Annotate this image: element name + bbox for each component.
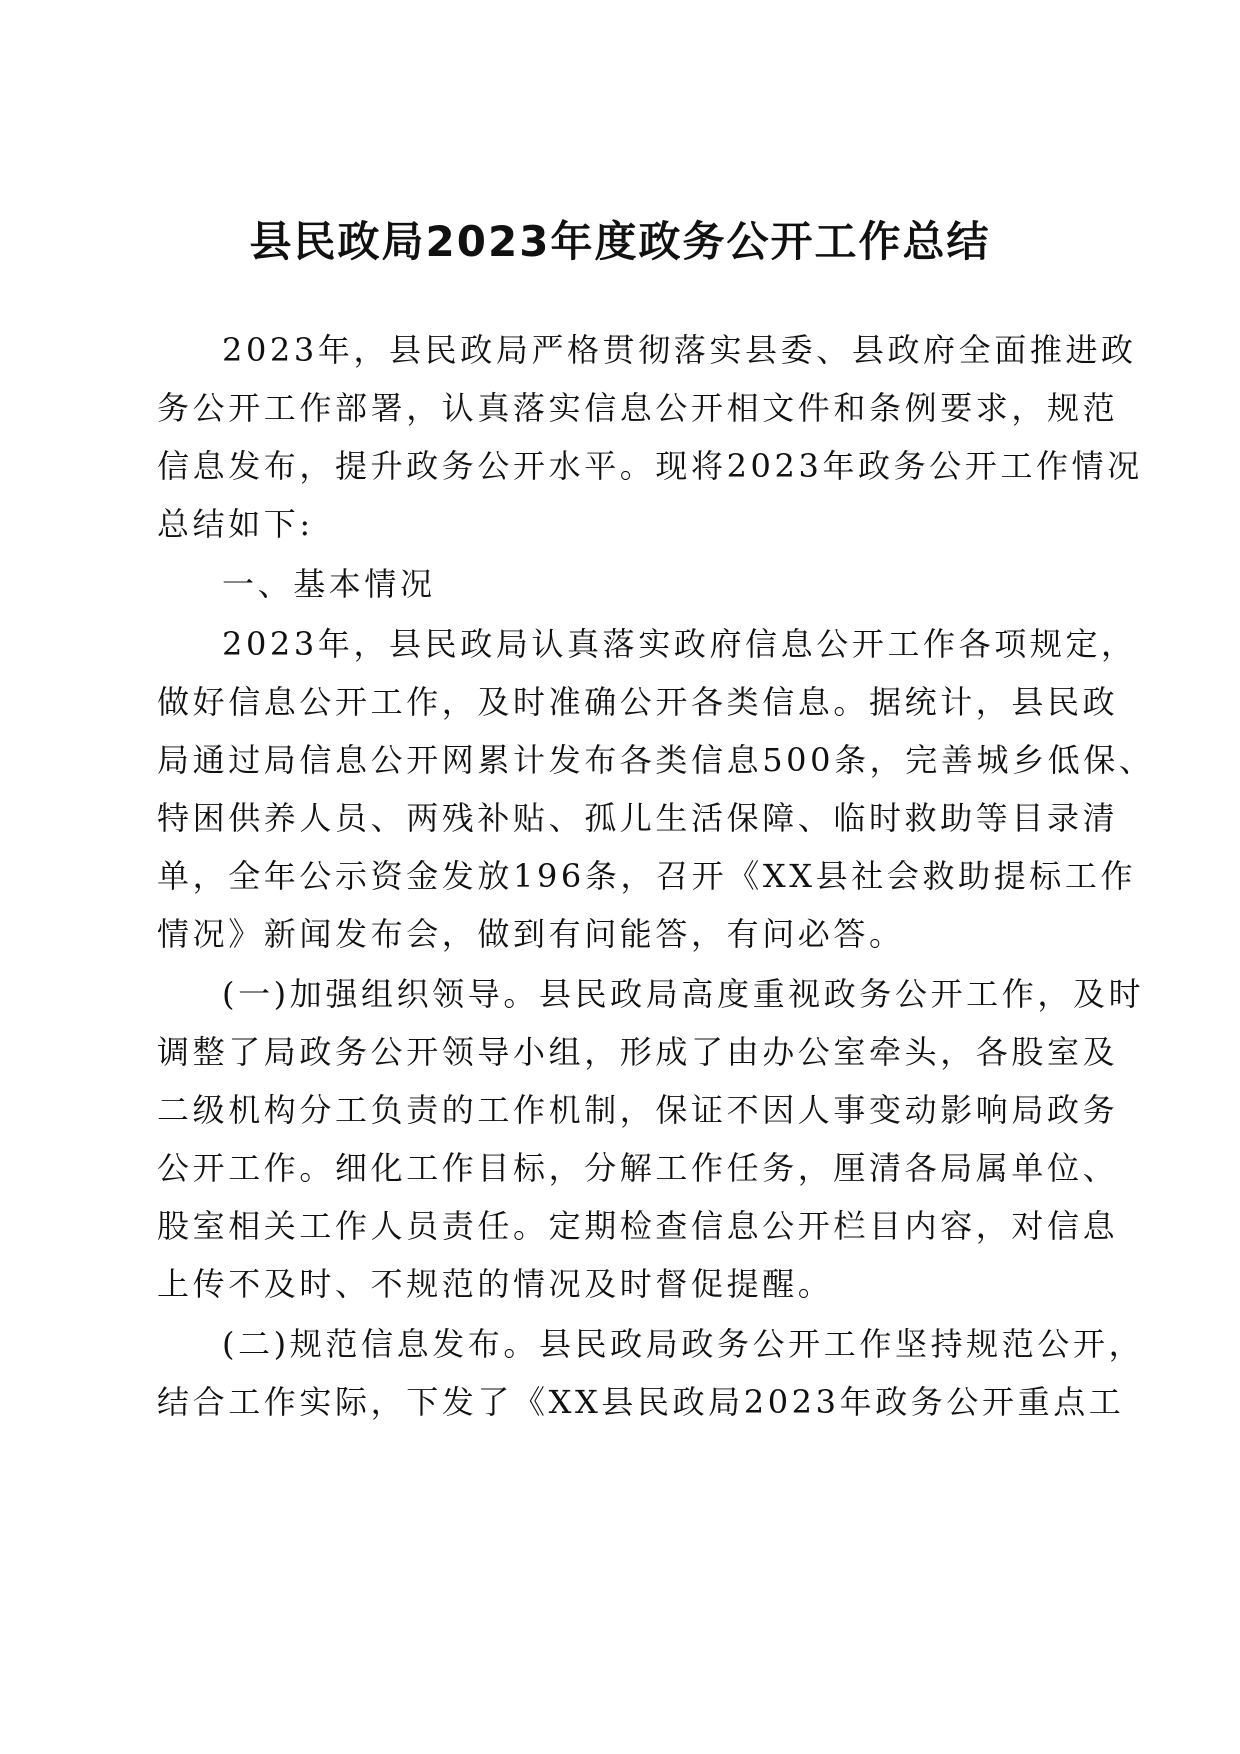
paragraph-line: 特困供养人员、两残补贴、孤儿生活保障、临时救助等目录清 <box>157 799 1119 837</box>
paragraph-line: 二级机构分工负责的工作机制，保证不因人事变动影响局政务 <box>157 1091 1119 1129</box>
document-title: 县民政局2023年度政务公开工作总结 <box>249 217 991 266</box>
section-heading: 一、基本情况 <box>222 565 436 603</box>
paragraph-line: 信息发布，提升政务公开水平。现将2023年政务公开工作情况 <box>157 447 1143 485</box>
paragraph-line: 总结如下: <box>157 505 314 543</box>
paragraph-line: 调整了局政务公开领导小组，形成了由办公室牵头，各股室及 <box>157 1033 1119 1071</box>
paragraph-line: (一)加强组织领导。县民政局高度重视政务公开工作，及时 <box>222 975 1145 1013</box>
paragraph-line: 上传不及时、不规范的情况及时督促提醒。 <box>157 1265 834 1303</box>
paragraph-line: 单，全年公示资金发放196条，召开《XX县社会救助提标工作 <box>157 857 1137 895</box>
paragraph-line: 股室相关工作人员责任。定期检查信息公开栏目内容，对信息 <box>157 1207 1119 1245</box>
paragraph-line: 局通过局信息公开网累计发布各类信息500条，完善城乡低保、 <box>157 741 1155 779</box>
paragraph-line: 结合工作实际，下发了《XX县民政局2023年政务公开重点工 <box>157 1383 1125 1421</box>
paragraph-line: 2023年，县民政局认真落实政府信息公开工作各项规定， <box>222 625 1137 663</box>
paragraph-line: 务公开工作部署，认真落实信息公开相文件和条例要求，规范 <box>157 389 1119 427</box>
paragraph-line: 公开工作。细化工作目标，分解工作任务，厘清各局属单位、 <box>157 1149 1119 1187</box>
paragraph-line: 情况》新闻发布会，做到有问能答，有问必答。 <box>157 915 905 953</box>
paragraph-line: (二)规范信息发布。县民政局政务公开工作坚持规范公开， <box>222 1325 1145 1363</box>
paragraph-line: 做好信息公开工作，及时准确公开各类信息。据统计，县民政 <box>157 683 1119 721</box>
paragraph-line: 2023年，县民政局严格贯彻落实县委、县政府全面推进政 <box>222 331 1137 369</box>
